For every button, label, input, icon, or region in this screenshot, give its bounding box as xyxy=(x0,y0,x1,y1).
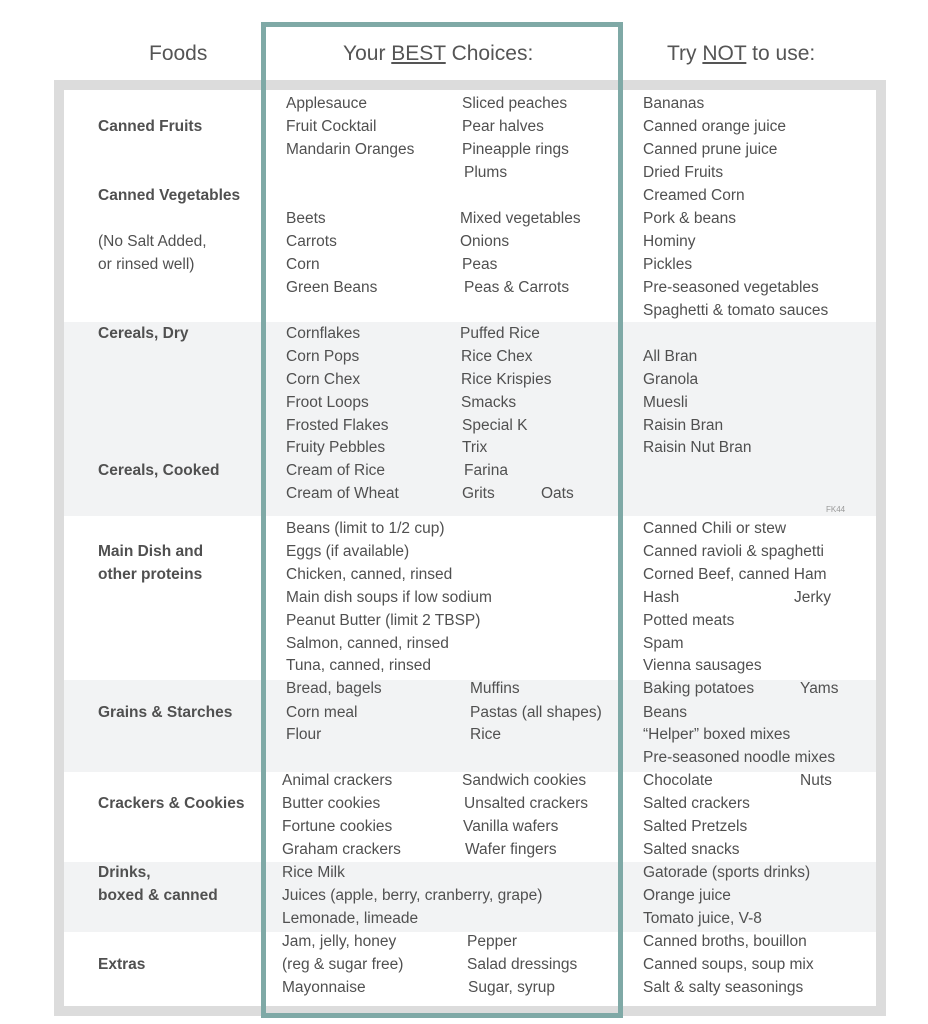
best-item: Corn xyxy=(286,256,320,273)
best-item: Onions xyxy=(460,233,510,250)
category-drinks-line2: boxed & canned xyxy=(98,887,218,904)
best-item: Pear halves xyxy=(462,118,544,135)
best-item: Sugar, syrup xyxy=(468,979,556,996)
avoid-item: Salted Pretzels xyxy=(643,818,748,835)
avoid-item: Canned prune juice xyxy=(643,141,778,158)
avoid-item: Bananas xyxy=(643,95,705,112)
best-item: Cream of Wheat xyxy=(286,485,399,502)
best-item: Graham crackers xyxy=(282,841,401,858)
best-item: Cornflakes xyxy=(286,325,361,342)
best-item: Trix xyxy=(462,439,488,456)
best-item: Muffins xyxy=(470,680,520,697)
avoid-item: Spam xyxy=(643,635,684,652)
best-header-emphasis: BEST xyxy=(391,42,446,65)
avoid-item: Jerky xyxy=(794,589,832,606)
category-main-dish-line2: other proteins xyxy=(98,566,203,583)
avoid-item: Raisin Nut Bran xyxy=(643,439,752,456)
best-item: Sandwich cookies xyxy=(462,772,587,789)
avoid-item: Granola xyxy=(643,371,699,388)
best-item: (reg & sugar free) xyxy=(282,956,404,973)
avoid-item: Canned ravioli & spaghetti xyxy=(643,543,824,560)
best-item: Froot Loops xyxy=(286,394,369,411)
not-header-suffix: to use: xyxy=(746,42,816,65)
best-item: Unsalted crackers xyxy=(464,795,589,812)
category-cereals-dry: Cereals, Dry xyxy=(98,325,189,342)
avoid-item: Orange juice xyxy=(643,887,731,904)
best-item: Salad dressings xyxy=(467,956,578,973)
best-item: Fruity Pebbles xyxy=(286,439,386,456)
avoid-item: Raisin Bran xyxy=(643,417,724,434)
avoid-item: Yams xyxy=(800,680,839,697)
best-item: Cream of Rice xyxy=(286,462,386,479)
avoid-item: Salt & salty seasonings xyxy=(643,979,804,996)
best-header-prefix: Your xyxy=(343,42,392,65)
best-item: Rice Krispies xyxy=(461,371,552,388)
avoid-item: All Bran xyxy=(643,348,698,365)
category-main-dish-line1: Main Dish and xyxy=(98,543,204,560)
document-code: FK44 xyxy=(826,505,846,514)
foods-column-header xyxy=(149,42,207,66)
best-item: Bread, bagels xyxy=(286,680,382,697)
category-crackers: Crackers & Cookies xyxy=(98,795,245,812)
best-item: Tuna, canned, rinsed xyxy=(286,657,432,674)
avoid-item: Canned broths, bouillon xyxy=(643,933,807,950)
avoid-item: Canned Chili or stew xyxy=(643,520,787,537)
avoid-item: Potted meats xyxy=(643,612,735,629)
best-item: Eggs (if available) xyxy=(286,543,410,560)
best-item: Animal crackers xyxy=(282,772,393,789)
best-item: Peas xyxy=(462,256,498,273)
best-item: Mayonnaise xyxy=(282,979,366,996)
best-item: Peas & Carrots xyxy=(464,279,570,296)
best-item: Butter cookies xyxy=(282,795,381,812)
avoid-item: Canned orange juice xyxy=(643,118,787,135)
avoid-item: Beans xyxy=(643,704,687,721)
best-item: Special K xyxy=(462,417,528,434)
best-item: Sliced peaches xyxy=(462,95,568,112)
best-item: Corn meal xyxy=(286,704,358,721)
avoid-item: Pork & beans xyxy=(643,210,737,227)
avoid-item: “Helper” boxed mixes xyxy=(643,726,791,743)
best-item: Lemonade, limeade xyxy=(282,910,419,927)
best-item: Plums xyxy=(464,164,508,181)
not-header-emphasis: NOT xyxy=(702,42,747,65)
best-item: Salmon, canned, rinsed xyxy=(286,635,449,652)
avoid-item: Dried Fruits xyxy=(643,164,724,181)
best-item: Carrots xyxy=(286,233,337,250)
avoid-item: Pre-seasoned vegetables xyxy=(643,279,819,296)
try-not-column-header xyxy=(667,42,815,66)
category-note-line2: or rinsed well) xyxy=(98,256,195,273)
category-grains: Grains & Starches xyxy=(98,704,233,721)
best-item: Fortune cookies xyxy=(282,818,393,835)
best-item: Flour xyxy=(286,726,322,743)
best-item: Pineapple rings xyxy=(462,141,569,158)
avoid-item: Corned Beef, canned Ham xyxy=(643,566,827,583)
best-item: Jam, jelly, honey xyxy=(282,933,397,950)
best-item: Wafer fingers xyxy=(465,841,557,858)
best-item: Mixed vegetables xyxy=(460,210,581,227)
avoid-item: Vienna sausages xyxy=(643,657,762,674)
avoid-item: Chocolate xyxy=(643,772,713,789)
best-item: Fruit Cocktail xyxy=(286,118,377,135)
best-item: Corn Pops xyxy=(286,348,360,365)
best-item: Puffed Rice xyxy=(460,325,540,342)
best-item: Chicken, canned, rinsed xyxy=(286,566,453,583)
avoid-item: Pickles xyxy=(643,256,693,273)
best-item: Peanut Butter (limit 2 TBSP) xyxy=(286,612,481,629)
best-header-suffix: Choices: xyxy=(445,42,534,65)
avoid-item: Pre-seasoned noodle mixes xyxy=(643,749,836,766)
best-item: Smacks xyxy=(461,394,517,411)
best-item: Rice Chex xyxy=(461,348,533,365)
category-drinks-line1: Drinks, xyxy=(98,864,151,881)
best-item: Green Beans xyxy=(286,279,378,296)
best-item: Pepper xyxy=(467,933,517,950)
best-item: Farina xyxy=(464,462,508,479)
avoid-item: Hominy xyxy=(643,233,696,250)
best-item: Juices (apple, berry, cranberry, grape) xyxy=(282,887,543,904)
avoid-item: Tomato juice, V-8 xyxy=(643,910,762,927)
avoid-item: Salted snacks xyxy=(643,841,740,858)
best-item: Grits xyxy=(462,485,495,502)
best-item: Pastas (all shapes) xyxy=(470,704,602,721)
best-item: Mandarin Oranges xyxy=(286,141,415,158)
foods-header-text: Foods xyxy=(149,42,208,65)
avoid-item: Spaghetti & tomato sauces xyxy=(643,302,829,319)
best-item: Rice Milk xyxy=(282,864,345,881)
category-note-line1: (No Salt Added, xyxy=(98,233,207,250)
category-cereals-cooked: Cereals, Cooked xyxy=(98,462,220,479)
avoid-item: Nuts xyxy=(800,772,832,789)
avoid-item: Salted crackers xyxy=(643,795,750,812)
best-item: Frosted Flakes xyxy=(286,417,389,434)
avoid-item: Hash xyxy=(643,589,680,606)
avoid-item: Muesli xyxy=(643,394,688,411)
category-canned-fruits: Canned Fruits xyxy=(98,118,203,135)
category-extras: Extras xyxy=(98,956,146,973)
avoid-item: Baking potatoes xyxy=(643,680,755,697)
best-item: Beets xyxy=(286,210,326,227)
best-item: Vanilla wafers xyxy=(463,818,559,835)
category-canned-vegetables: Canned Vegetables xyxy=(98,187,241,204)
best-item: Rice xyxy=(470,726,502,743)
best-item: Corn Chex xyxy=(286,371,361,388)
avoid-item: Canned soups, soup mix xyxy=(643,956,814,973)
avoid-item: Creamed Corn xyxy=(643,187,745,204)
avoid-item: Gatorade (sports drinks) xyxy=(643,864,811,881)
not-header-prefix: Try xyxy=(667,42,703,65)
best-item: Applesauce xyxy=(286,95,368,112)
best-item: Beans (limit to 1/2 cup) xyxy=(286,520,445,537)
best-item: Oats xyxy=(541,485,574,502)
best-item: Main dish soups if low sodium xyxy=(286,589,492,606)
